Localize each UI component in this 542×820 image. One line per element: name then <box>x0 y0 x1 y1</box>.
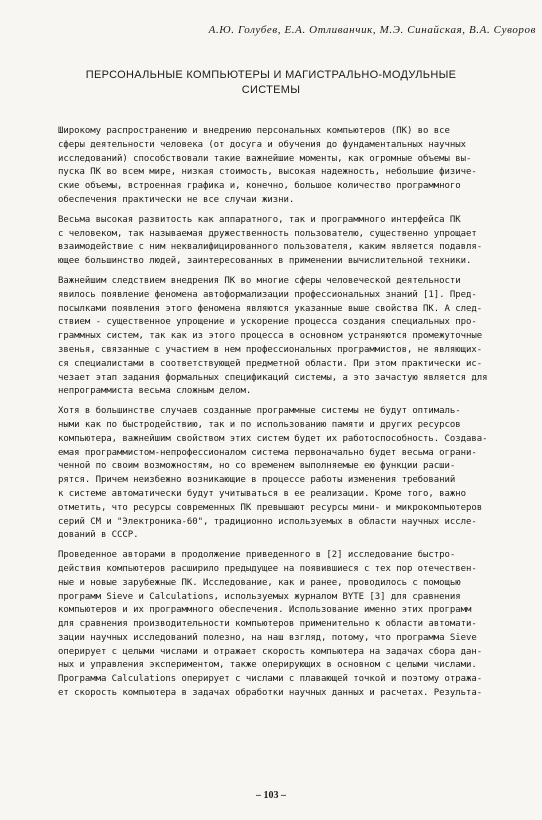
text-line: ские объемы, встроенная графика и, конечно, большое количество программного <box>58 181 461 192</box>
text-line: для сравнения производительности компьютеров применительно к области автомати- <box>58 619 477 630</box>
text-line: емая программистом-непрофессионалом система первоначально будет весьма ограни- <box>58 447 477 458</box>
text-line: компьютера, важнейшим свойством этих систем будет их работоспособность. Создава- <box>58 433 488 444</box>
text-line: ные и новые зарубежные ПК. Исследование, как и ранее, проводилось с помощью <box>58 577 461 588</box>
text-line: программ Sieve и Calculations, используемых журналом BYTE [3] для сравнения <box>58 591 461 602</box>
title-line: ПЕРСОНАЛЬНЫЕ КОМПЬЮТЕРЫ И МАГИСТРАЛЬНО-МОДУЛЬНЫЕ <box>85 69 457 81</box>
text-line: Важнейшим следствием внедрения ПК во многие сферы человеческой деятельности <box>58 275 461 286</box>
text-line: ющее большинство людей, заинтересованных в применении вычислительной техники. <box>58 256 472 267</box>
paragraph <box>58 125 526 208</box>
text-line: ся специалистами в соответствующей предметной области. При этом практически ис- <box>58 358 483 369</box>
text-line: ченной по своим возможностям, но со временем выполняемые ею функции расши- <box>58 461 456 472</box>
text-line: Широкому распространению и внедрению персональных компьютеров (ПК) во все <box>58 126 450 136</box>
text-line: рятся. Причем неизбежно возникающие в процессе работы изменения требований <box>58 475 456 486</box>
text-line: Программа Calculations оперирует с числами с плавающей точкой и поэтому отража- <box>58 674 483 685</box>
text-line: Весьма высокая развитость как аппаратного, так и программного интерфейса ПК <box>58 214 461 225</box>
text-line: дований в СССР. <box>58 530 139 541</box>
text-line: с человеком, так называемая дружественность пользователю, существенно упрощает <box>58 228 477 239</box>
text-line: серий СМ и "Электроника-60", традиционно используемых в области научных иссле- <box>58 516 477 527</box>
authors-line: А.Ю. Голубев, Е.А. Отливанчик, М.Э. Синайская, В.А. Суворов <box>208 24 536 36</box>
title-line: СИСТЕМЫ <box>241 84 301 96</box>
paragraph <box>58 405 526 543</box>
text-line: ными как по быстродействию, так и по использованию памяти и других ресурсов <box>58 419 461 430</box>
paragraph <box>58 214 526 269</box>
page-number: – 103 – <box>256 790 286 801</box>
text-line: отметить, что ресурсы современных ПК превышают ресурсы мини- и микрокомпьютеров <box>58 502 483 513</box>
paragraph <box>58 549 526 701</box>
text-line: сферы деятельности человека (от досуга и обучения до фундаментальных научных <box>58 139 467 150</box>
article-body <box>58 125 526 701</box>
text-line: ствием - существенное упрощение и ускорение процесса создания специальных про- <box>58 317 477 328</box>
text-line: обеспечения практически не все случаи жизни. <box>58 194 295 205</box>
text-line: чезает этап задания формальных спецификаций системы, а это зачастую является для <box>58 372 488 383</box>
text-line: звенья, связанные с участием в нем профессиональных программистов, не являющих- <box>58 344 483 355</box>
text-line: к системе автоматически будут учитываться в ее реализации. Кроме того, важно <box>58 488 467 499</box>
text-line: ет скорость компьютера в задачах обработки научных данных и расчетах. Результа- <box>58 688 483 699</box>
text-line: посылками появления этого феномена являются указанные выше свойства ПК. А след- <box>58 303 483 314</box>
text-line: ных и управления экспериментом, также оперирующих в основном с целыми числами. <box>58 660 477 671</box>
text-line: непрограммиста весьма сложным делом. <box>58 386 252 397</box>
text-line: явилось появление феномена автоформализации профессиональных знаний [1]. Пред- <box>58 289 477 300</box>
text-line: пуска ПК во всем мире, низкая стоимость, высокая надежность, небольшие физиче- <box>58 167 477 178</box>
article-title <box>40 68 502 98</box>
text-line: действия компьютеров расширило предыдущее на появившиеся с тех пор отечествен- <box>58 563 477 574</box>
text-line: взаимодействие с ним неквалифицированного пользователя, каким является подавля- <box>58 242 483 253</box>
text-line: исследований) способствовали такие важнейшие моменты, как огромные объемы вы- <box>58 153 472 164</box>
text-line: оперирует с целыми числами и отражает скорость компьютера на задачах сбора дан- <box>58 646 483 657</box>
text-line: компьютеров и их программного обеспечения. Использование именно этих программ <box>58 605 472 616</box>
text-line: Проведенное авторами в продолжение приведенного в [2] исследование быстро- <box>58 550 456 561</box>
text-line: Хотя в большинстве случаев созданные программные системы не будут оптималь- <box>58 406 461 417</box>
paragraph <box>58 275 526 399</box>
text-line: граммных систем, так как из этого процесса в основном устраняются промежуточные <box>58 331 483 342</box>
text-line: зации научных исследований полезно, на наш взгляд, потому, что программа Sieve <box>58 632 477 643</box>
